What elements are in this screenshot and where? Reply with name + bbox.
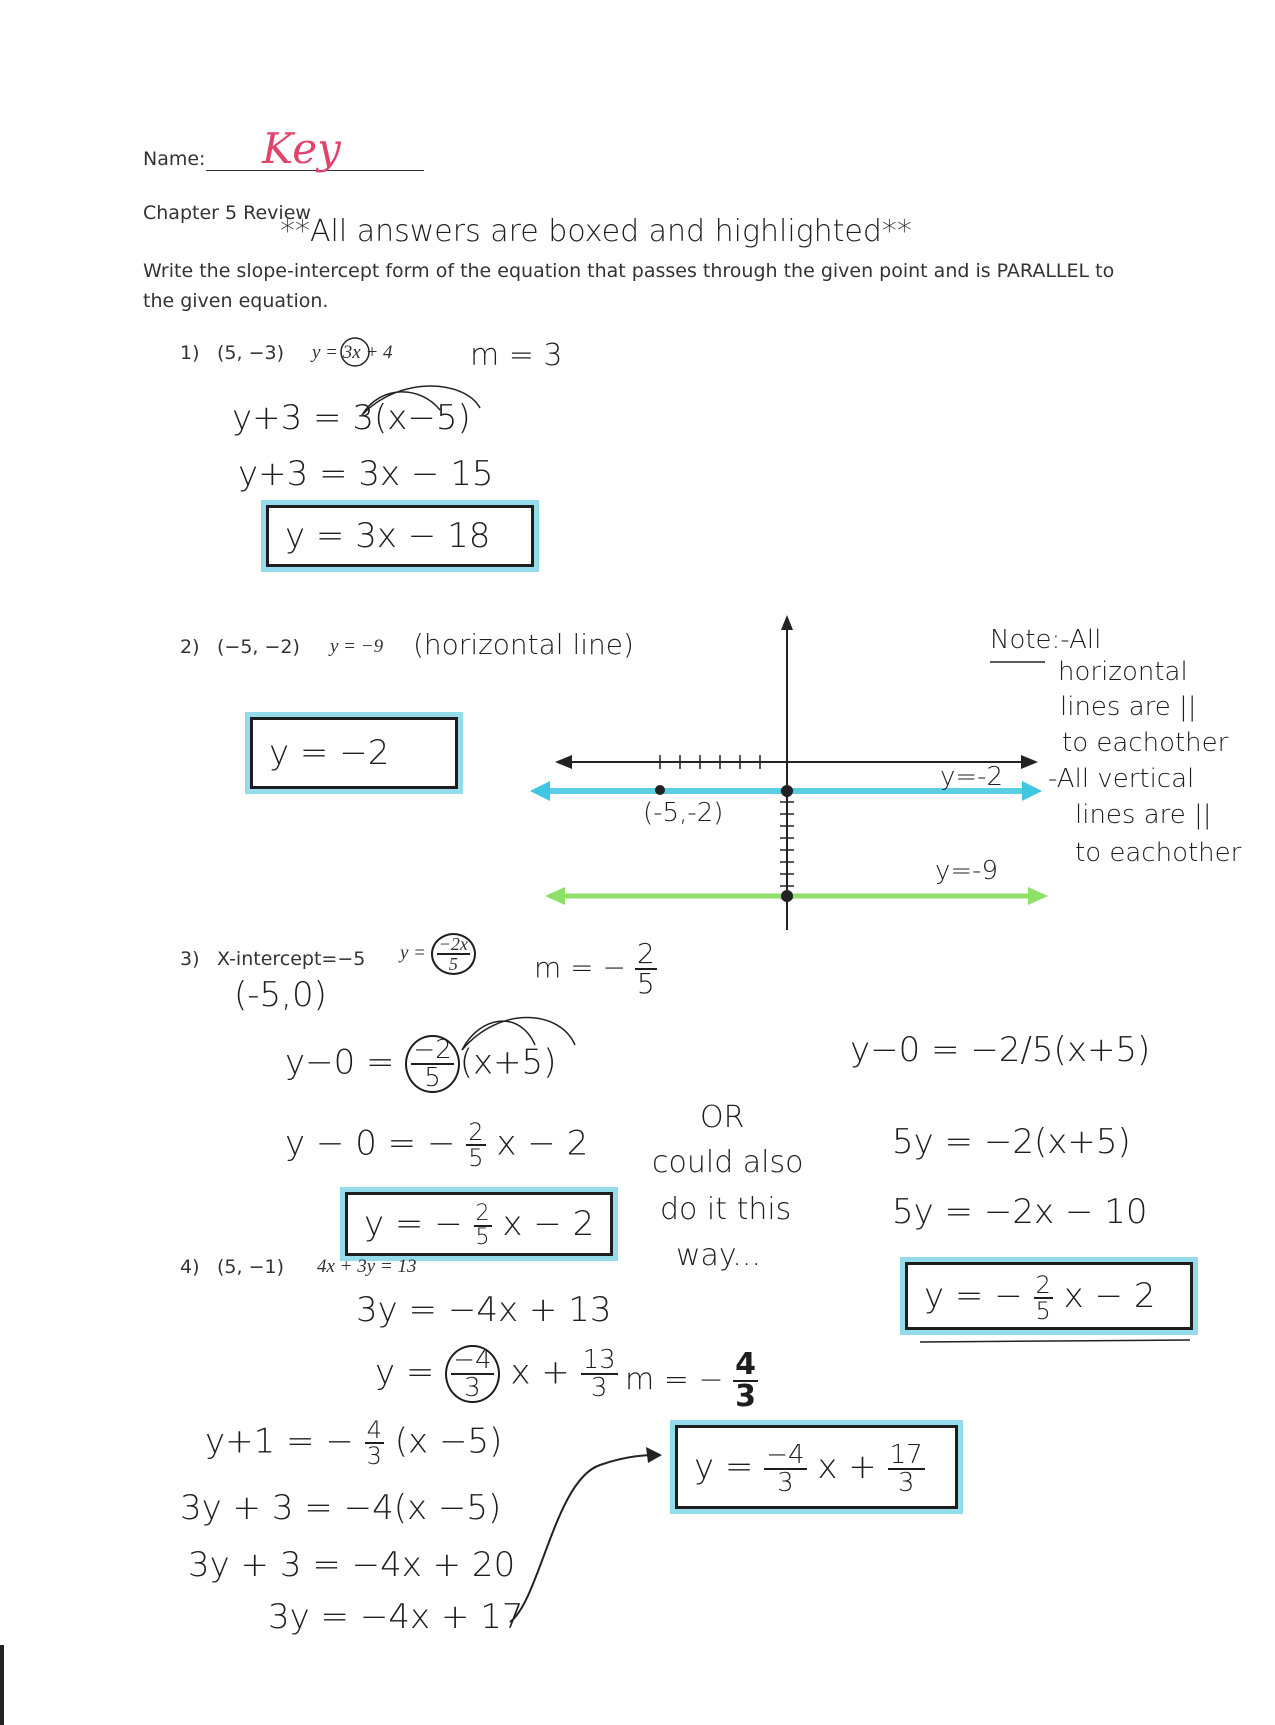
problem-3-equation: y = $\frac{-2x}{5}$ [400, 933, 476, 975]
problem-4-number: 4) [180, 1256, 200, 1278]
problem-4-step-2: y = $\frac{-4}{3}$ x + $\frac{13}{3}$ [375, 1345, 616, 1403]
graph-line-2-label: y=-9 [935, 856, 999, 886]
problem-4-slope: m = − $\frac{4}{3}$ [625, 1347, 756, 1414]
problem-4-equation: 4x + 3y = 13 [317, 1256, 417, 1277]
side-note-line-2: horizontal [1058, 657, 1188, 687]
alt-step-2: 5y = −2(x+5) [892, 1122, 1131, 1162]
problem-4-step-5: 3y + 3 = −4x + 20 [188, 1545, 516, 1585]
problem-3-answer: y = − $\frac{2}{5}$ x − 2 [345, 1192, 613, 1256]
problem-3-intercept-point: (-5,0) [234, 975, 327, 1015]
connector-arrow-head-icon [646, 1447, 662, 1463]
problem-1-number: 1) [180, 342, 200, 364]
alt-intro-line-3: do it this [660, 1192, 792, 1227]
problem-2-answer: y = −2 [250, 717, 458, 789]
problem-3-step-2: y − 0 = − $\frac{2}{5}$ x − 2 [285, 1118, 589, 1172]
side-note-line-7: to eachother [1075, 838, 1242, 868]
alt-intro-line-1: OR [700, 1100, 745, 1135]
name-value: Key [262, 124, 341, 173]
chapter-title: Chapter 5 Review [143, 202, 311, 224]
problem-1-slope: m = 3 [470, 338, 563, 373]
problem-1-step-2: y+3 = 3x − 15 [238, 454, 494, 494]
alt-step-1: y−0 = −2/5(x+5) [850, 1030, 1151, 1070]
side-note-line-1: Note:-All [990, 625, 1102, 655]
problem-3-given: X-intercept=−5 [217, 948, 366, 970]
problem-4-step-3: y+1 = − $\frac{4}{3}$ (x −5) [205, 1416, 503, 1470]
alt-answer: y = − $\frac{2}{5}$ x − 2 [905, 1262, 1193, 1330]
side-note-line-3: lines are || [1060, 692, 1197, 722]
graph-point-label: (-5,-2) [643, 798, 724, 828]
alt-step-3: 5y = −2x − 10 [892, 1192, 1148, 1232]
problem-3-step-1: y−0 = $\frac{-2}{5}$ (x+5) [285, 1035, 557, 1093]
problem-4-step-4: 3y + 3 = −4(x −5) [180, 1488, 502, 1528]
instructions: Write the slope-intercept form of the equation that passes through the given point and is PARALLEL to the given equation. [143, 260, 1115, 312]
problem-2-equation: y = −9 [330, 636, 384, 657]
graph-line-1-label: y=-2 [940, 762, 1004, 792]
problem-4-step-6: 3y = −4x + 17 [268, 1597, 524, 1637]
alt-intro-line-2: could also [652, 1145, 804, 1180]
problem-3-number: 3) [180, 948, 200, 970]
problem-1-point: (5, −3) [217, 342, 285, 364]
problem-1-answer: y = 3x − 18 [266, 505, 534, 567]
side-note-line-6: lines are || [1075, 800, 1212, 830]
side-note-line-5: -All vertical [1048, 764, 1195, 794]
green-arrow-left-icon [545, 887, 565, 905]
connector-arrow [510, 1455, 655, 1622]
problem-1-equation: y = 3x + 4 [312, 342, 393, 363]
problem-3-slope: m = − $\frac{2}{5}$ [534, 937, 655, 1000]
problem-2-note: (horizontal line) [413, 628, 634, 661]
problem-2-point: (−5, −2) [217, 636, 300, 658]
green-arrow-right-icon [1028, 887, 1048, 905]
y-axis-arrow-icon [781, 615, 793, 630]
problem-4-step-1: 3y = −4x + 13 [356, 1290, 612, 1330]
x-axis-right-arrow-icon [1021, 755, 1038, 769]
point-y-intercept-neg9 [781, 890, 793, 902]
blue-arrow-left-icon [530, 781, 550, 801]
boxed-note: **All answers are boxed and highlighted** [280, 214, 912, 249]
problem-2-number: 2) [180, 636, 200, 658]
side-note-line-4: to eachother [1062, 728, 1229, 758]
alt-intro-line-4: way... [676, 1238, 762, 1273]
point-neg5-neg2 [655, 785, 665, 795]
problem-4-point: (5, −1) [217, 1256, 285, 1278]
x-axis-left-arrow-icon [555, 755, 572, 769]
problem-1-step-1: y+3 = 3(x−5) [232, 398, 471, 438]
point-y-intercept-neg2 [781, 785, 793, 797]
problem-4-answer: y = $\frac{-4}{3}$ x + $\frac{17}{3}$ [675, 1425, 958, 1509]
blue-arrow-right-icon [1022, 781, 1042, 801]
name-label: Name: [143, 148, 206, 170]
scan-edge-mark [0, 1645, 4, 1725]
